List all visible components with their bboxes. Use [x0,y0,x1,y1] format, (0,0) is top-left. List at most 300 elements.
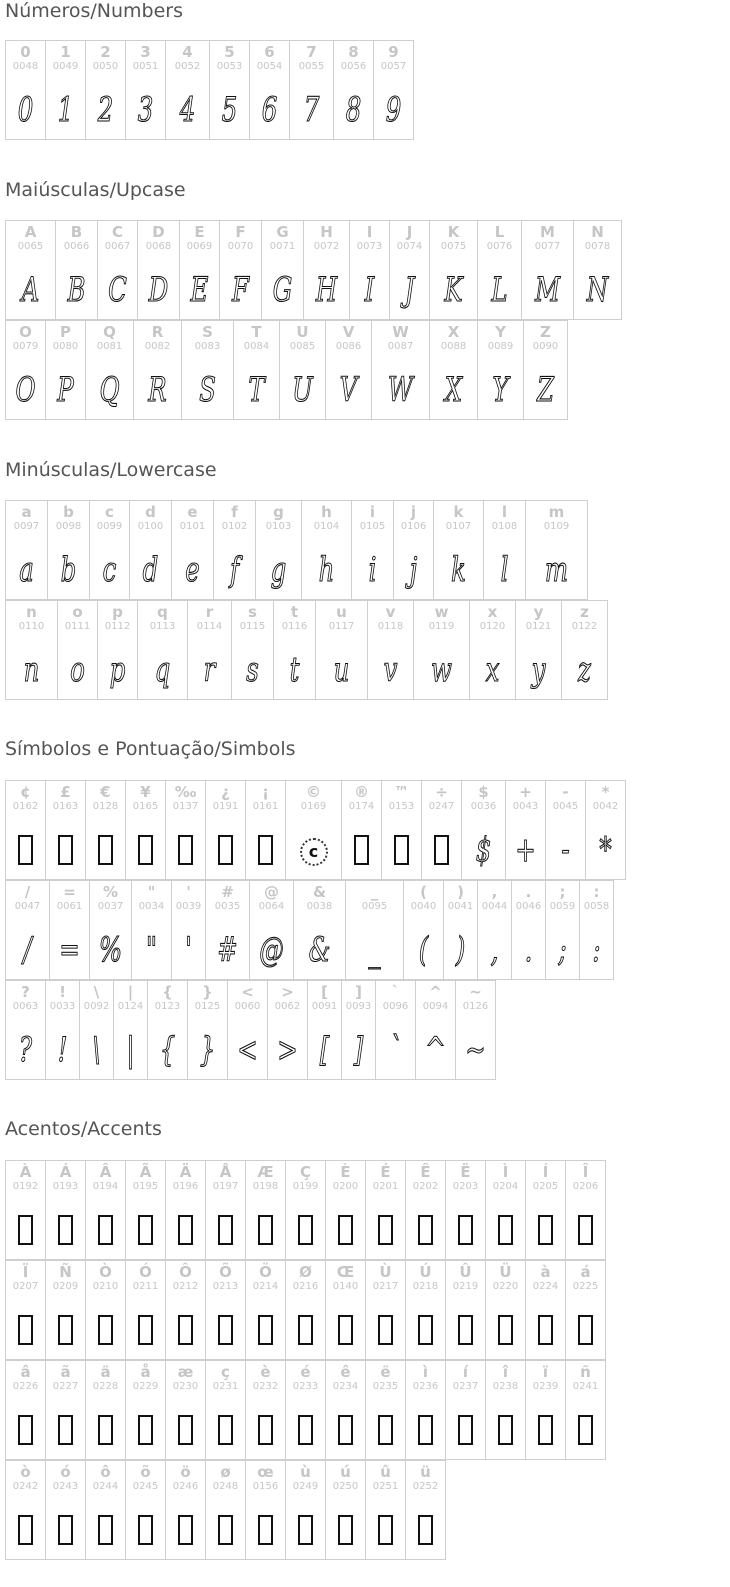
glyph-code: 0216 [292,1281,319,1292]
glyph-label: Ç [299,1163,311,1181]
glyph-label: b [63,503,74,521]
glyph-preview: o [70,650,85,690]
missing-glyph-box [566,1305,605,1355]
missing-glyph-box [86,1305,125,1355]
glyph-label: # [221,883,234,901]
glyph-label: i [369,503,376,521]
glyph-preview: 8 [345,90,362,130]
glyph-code: 0086 [335,341,362,352]
glyph-label: Ó [139,1263,152,1281]
glyph-code: 0051 [132,61,159,72]
glyph-preview: Z [536,370,555,410]
glyph-label: Ô [179,1263,192,1281]
glyph-cell [171,500,214,600]
glyph-preview: = [59,930,80,970]
glyph-label: B [70,223,83,241]
glyph-code: 0212 [172,1281,199,1292]
glyph-cell [45,320,86,420]
glyph-label: z [580,603,589,621]
glyph-row [5,1360,605,1460]
glyph-code: 0209 [52,1281,79,1292]
glyph-preview: m [544,550,569,590]
glyph-cell [477,320,524,420]
glyph-code: 0098 [55,521,82,532]
glyph-cell [165,1360,206,1460]
glyph-cell [125,780,166,880]
glyph-code: 0244 [92,1481,119,1492]
missing-glyph-box [486,1405,525,1455]
glyph-cell [511,880,546,980]
glyph-preview: { [159,1030,176,1070]
glyph-preview: k [451,550,466,590]
glyph-cell [349,220,390,320]
glyph-label: u [336,603,347,621]
glyph-label: l [501,503,508,521]
missing-glyph-box [126,1405,165,1455]
glyph-preview: p [109,650,126,690]
glyph-cell [249,880,294,980]
glyph-code: 0125 [194,1001,221,1012]
glyph-code: 0247 [428,801,455,812]
glyph-code: 0198 [252,1181,279,1192]
glyph-code: 0116 [281,621,308,632]
missing-glyph-box [566,1405,605,1455]
glyph-code: 0052 [174,61,201,72]
glyph-label: ¥ [140,783,151,801]
glyph-preview: B [67,270,86,310]
glyph-cell [365,1260,406,1360]
glyph-code: 0068 [145,241,172,252]
glyph-preview: U [292,370,313,410]
glyph-cell [45,780,86,880]
glyph-preview: C [108,270,127,310]
missing-glyph-box [166,1405,205,1455]
glyph-code: 0054 [256,61,283,72]
glyph-code: 0067 [104,241,131,252]
glyph-cell [579,880,614,980]
glyph-cell [209,40,250,140]
glyph-preview: R [148,370,167,410]
glyph-preview: w [431,650,452,690]
glyph-preview: j [409,550,418,590]
glyph-label: î [502,1363,509,1381]
missing-glyph-box [446,1305,485,1355]
glyph-code: 0122 [571,621,598,632]
glyph-code: 0115 [239,621,266,632]
glyph-preview: + [515,830,536,870]
glyph-label: Û [459,1263,472,1281]
glyph-grid [5,500,607,700]
glyph-label: I [366,223,373,241]
section-lowercase [5,459,598,690]
glyph-label: ¡ [262,783,269,801]
glyph-cell [373,40,414,140]
glyph-preview: > [277,1030,298,1070]
glyph-code: 0153 [388,801,415,812]
glyph-preview: z [578,650,591,690]
glyph-code: 0200 [332,1181,359,1192]
glyph-label: á [580,1263,591,1281]
glyph-preview: ? [18,1030,33,1070]
glyph-cell [573,220,622,320]
missing-glyph-box [406,1205,445,1255]
glyph-code: 0073 [356,241,383,252]
glyph-cell [405,1360,446,1460]
glyph-cell [5,1460,46,1560]
glyph-preview: G [272,270,293,310]
glyph-label: È [340,1163,351,1181]
glyph-cell [365,1160,406,1260]
glyph-cell [525,1160,566,1260]
missing-glyph-box [206,1205,245,1255]
glyph-label: T [251,323,262,341]
glyph-label: Ã [139,1163,152,1181]
glyph-label: o [72,603,83,621]
glyph-code: 0053 [216,61,243,72]
glyph-label: O [19,323,32,341]
glyph-preview: [ [319,1030,330,1070]
glyph-code: 0236 [412,1381,439,1392]
glyph-code: 0049 [52,61,79,72]
glyph-code: 0201 [372,1181,399,1192]
glyph-label: \ [93,983,100,1001]
glyph-label: ( [420,883,427,901]
glyph-code: 0219 [452,1281,479,1292]
missing-glyph-box [46,825,85,875]
glyph-row [5,600,607,700]
section-title: Acentos/Accents [5,1118,162,1140]
glyph-preview: ^ [425,1030,446,1070]
glyph-code: 0231 [212,1381,239,1392]
missing-glyph-box [446,1405,485,1455]
glyph-preview: e [185,550,200,590]
glyph-preview: 9 [385,90,402,130]
glyph-cell [341,780,382,880]
glyph-label: £ [60,783,71,801]
glyph-row [5,1160,605,1260]
glyph-code: 0050 [92,61,119,72]
glyph-row [5,880,625,980]
glyph-label: k [453,503,464,521]
glyph-code: 0230 [172,1381,199,1392]
glyph-cell [165,1460,206,1560]
glyph-code: 0239 [532,1381,559,1392]
glyph-cell [285,780,342,880]
glyph-label: ç [221,1363,230,1381]
glyph-label: V [342,323,355,341]
glyph-cell [133,320,182,420]
glyph-code: 0111 [64,621,91,632]
glyph-preview: 4 [179,90,196,130]
missing-glyph-box [326,1405,365,1455]
glyph-preview: N [586,270,609,310]
missing-glyph-box [166,1205,205,1255]
glyph-label: S [202,323,213,341]
glyph-cell [85,1360,126,1460]
missing-glyph-box [206,1305,245,1355]
glyph-cell [245,1460,286,1560]
glyph-preview: H [315,270,338,310]
glyph-cell [515,600,562,700]
glyph-label: 4 [182,43,193,61]
glyph-cell [365,1460,406,1560]
glyph-label: ï [542,1363,549,1381]
glyph-label: Ì [502,1163,509,1181]
glyph-code: 0043 [512,801,539,812]
glyph-cell [45,1460,86,1560]
glyph-code: 0063 [12,1001,39,1012]
glyph-code: 0169 [300,801,327,812]
glyph-code: 0048 [12,61,39,72]
glyph-cell [381,780,422,880]
glyph-label: & [312,883,327,901]
glyph-label: Œ [336,1263,355,1281]
missing-glyph-box [86,825,125,875]
glyph-label: É [380,1163,391,1181]
glyph-cell [303,220,350,320]
missing-glyph-box [382,825,421,875]
glyph-label: { [162,983,173,1001]
glyph-code: 0061 [56,901,83,912]
glyph-cell [5,220,56,320]
glyph-cell [405,1460,446,1560]
glyph-cell [125,1160,166,1260]
glyph-cell [165,780,206,880]
glyph-cell [233,320,280,420]
glyph-cell [245,1360,286,1460]
glyph-label: ~ [469,983,482,1001]
glyph-code: 0214 [252,1281,279,1292]
glyph-code: 0095 [361,901,388,912]
glyph-preview: , [490,930,499,970]
glyph-label: ) [457,883,464,901]
glyph-label: $ [478,783,489,801]
glyph-label: è [260,1363,271,1381]
glyph-cell [165,1160,206,1260]
glyph-preview: S [199,370,216,410]
missing-glyph-box [166,1305,205,1355]
glyph-code: 0249 [292,1481,319,1492]
glyph-preview: M [534,270,561,310]
glyph-preview: 2 [97,90,114,130]
section-title: Minúsculas/Lowercase [5,459,217,481]
glyph-code: 0085 [289,341,316,352]
glyph-label: r [205,603,214,621]
missing-glyph-box [246,1405,285,1455]
glyph-code: 0242 [12,1481,39,1492]
glyph-label: Ö [259,1263,272,1281]
glyph-code: 0069 [186,241,213,252]
glyph-code: 0059 [549,901,576,912]
glyph-code: 0082 [144,341,171,352]
glyph-cell [205,1360,246,1460]
glyph-label: Í [542,1163,549,1181]
glyph-code: 0090 [532,341,559,352]
glyph-label: N [591,223,604,241]
glyph-label: ™ [394,783,409,801]
glyph-code: 0232 [252,1381,279,1392]
glyph-cell [45,1160,86,1260]
glyph-label: e [187,503,198,521]
glyph-code: 0204 [492,1181,519,1192]
glyph-code: 0077 [534,241,561,252]
glyph-label: Ë [460,1163,471,1181]
missing-glyph-box [406,1505,445,1555]
glyph-code: 0117 [328,621,355,632]
glyph-cell [49,880,90,980]
glyph-cell [5,780,46,880]
glyph-code: 0105 [359,521,386,532]
glyph-preview: @ [259,930,284,970]
glyph-cell [325,1460,366,1560]
glyph-code: 0113 [149,621,176,632]
glyph-preview: P [57,370,74,410]
glyph-cell [125,1360,166,1460]
glyph-cell [187,600,232,700]
glyph-label: ÷ [435,783,448,801]
glyph-label: ¿ [221,783,230,801]
glyph-label: ù [300,1463,311,1481]
missing-glyph-box [326,1205,365,1255]
glyph-cell [293,880,346,980]
glyph-cell [341,980,376,1080]
glyph-cell [279,320,326,420]
missing-glyph-box [46,1305,85,1355]
glyph-label: * [601,783,610,801]
glyph-cell [469,600,516,700]
glyph-row [5,220,621,320]
glyph-cell [147,980,188,1080]
glyph-label: ® [354,783,369,801]
glyph-cell [455,980,496,1080]
glyph-label: Á [59,1163,72,1181]
glyph-label: œ [257,1463,274,1481]
glyph-label: ã [60,1363,71,1381]
glyph-row [5,1260,605,1360]
glyph-label: € [100,783,111,801]
glyph-code: 0228 [92,1381,119,1392]
glyph-cell [351,500,394,600]
glyph-label: w [434,603,449,621]
glyph-label: 9 [388,43,399,61]
glyph-cell [205,1160,246,1260]
glyph-cell [113,980,148,1080]
glyph-cell [315,600,368,700]
glyph-code: 0102 [221,521,248,532]
glyph-label: y [533,603,544,621]
missing-glyph-box [46,1205,85,1255]
glyph-preview: f [229,550,240,590]
glyph-code: 0128 [92,801,119,812]
glyph-label: " [147,883,156,901]
glyph-cell [525,1360,566,1460]
section-symbols [5,738,619,1070]
glyph-cell [389,220,430,320]
glyph-code: 0218 [412,1281,439,1292]
glyph-label: æ [177,1363,194,1381]
glyph-code: 0220 [492,1281,519,1292]
glyph-cell [255,500,302,600]
glyph-cell [421,780,462,880]
glyph-cell [85,1160,126,1260]
glyph-label: Õ [219,1263,232,1281]
glyph-cell [285,1360,326,1460]
glyph-code: 0124 [117,1001,144,1012]
glyph-label: s [248,603,257,621]
glyph-cell [505,780,546,880]
glyph-label: í [462,1363,469,1381]
glyph-preview: Y [492,370,509,410]
glyph-label: â [20,1363,31,1381]
glyph-code: 0036 [470,801,497,812]
glyph-grid [5,220,621,420]
glyph-label: } [202,983,213,1001]
glyph-preview: . [524,930,533,970]
glyph-label: Î [582,1163,589,1181]
glyph-cell [137,600,188,700]
missing-glyph-box [126,1505,165,1555]
glyph-cell [5,600,58,700]
glyph-cell [565,1160,606,1260]
glyph-preview: * [599,830,612,870]
glyph-cell [45,40,86,140]
glyph-preview: r [203,650,216,690]
glyph-preview: | [126,1030,135,1070]
glyph-label: 1 [60,43,71,61]
glyph-code: 0065 [17,241,44,252]
glyph-code: 0165 [132,801,159,812]
glyph-label: D [152,223,165,241]
missing-glyph-box [6,825,45,875]
glyph-label: ‰ [174,783,197,801]
glyph-label: Â [99,1163,112,1181]
glyph-cell [367,600,414,700]
glyph-code: 0040 [410,901,437,912]
glyph-cell [429,320,478,420]
glyph-code: 0211 [132,1281,159,1292]
glyph-code: 0035 [214,901,241,912]
glyph-label: Ú [419,1263,432,1281]
glyph-code: 0106 [400,521,427,532]
glyph-preview: $ [475,830,492,870]
missing-glyph-box [326,1305,365,1355]
glyph-label: ü [420,1463,431,1481]
glyph-cell [5,1360,46,1460]
glyph-cell [57,600,98,700]
glyph-code: 0213 [212,1281,239,1292]
glyph-cell [245,1260,286,1360]
glyph-label: ` [391,983,400,1001]
glyph-code: 0235 [372,1381,399,1392]
glyph-cell [245,1160,286,1260]
glyph-cell [325,1360,366,1460]
glyph-code: 0241 [572,1381,599,1392]
glyph-preview: < [237,1030,258,1070]
glyph-code: 0046 [515,901,542,912]
glyph-cell [371,320,430,420]
glyph-code: 0217 [372,1281,399,1292]
glyph-code: 0237 [452,1381,479,1392]
glyph-preview: # [217,930,238,970]
glyph-code: 0174 [348,801,375,812]
glyph-code: 0096 [382,1001,409,1012]
glyph-cell [97,220,138,320]
glyph-preview: s [246,650,259,690]
glyph-cell [289,40,334,140]
glyph-cell [545,880,580,980]
glyph-code: 0234 [332,1381,359,1392]
glyph-cell [205,1260,246,1360]
